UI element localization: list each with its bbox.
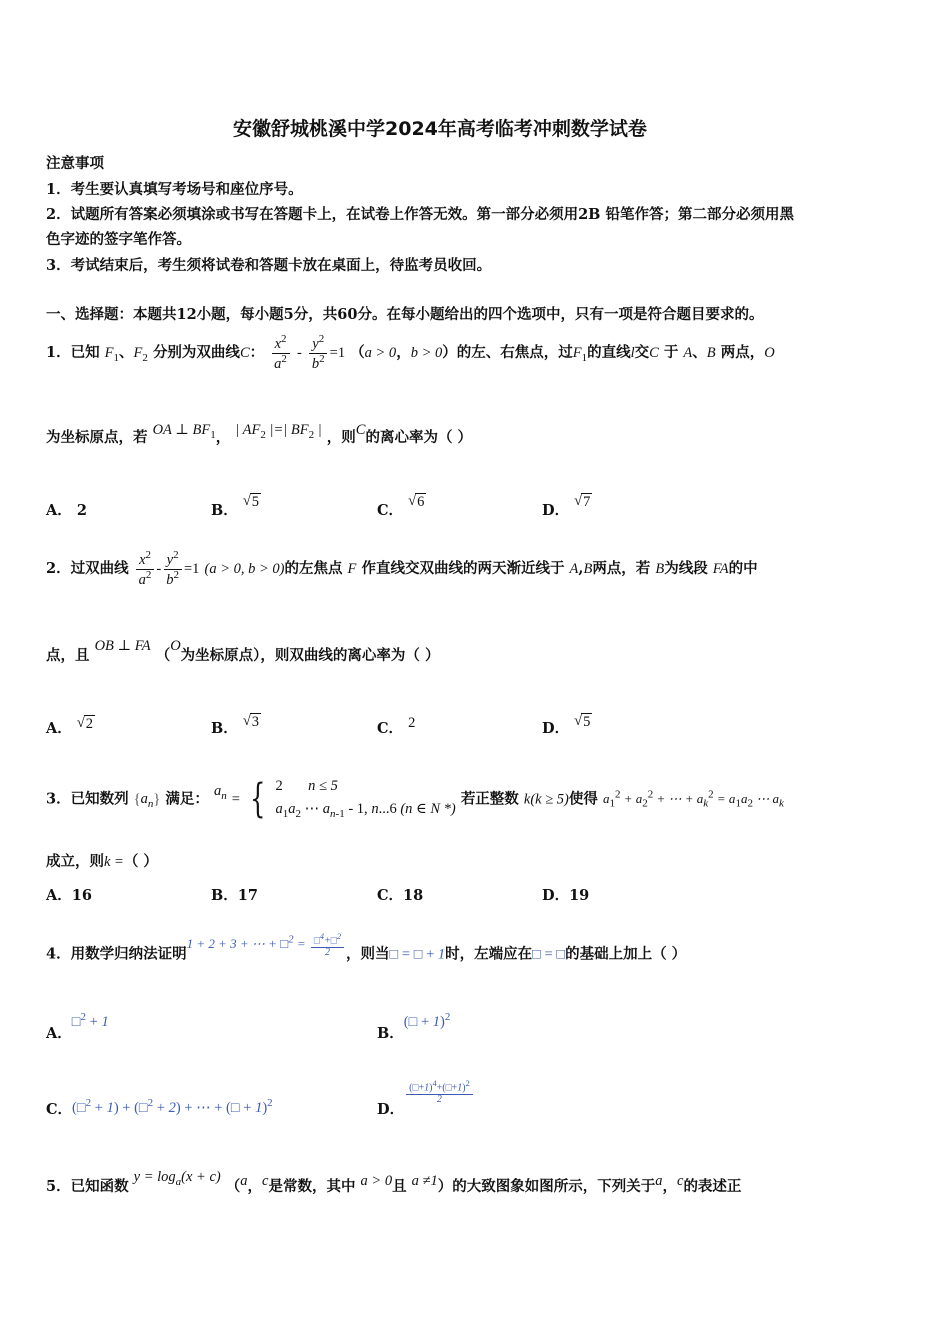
- q2-line2-end: 为坐标原点），则双曲线的离心率为（ ）: [180, 647, 440, 664]
- q4-number: 4．用数学归纳法证明: [46, 945, 187, 963]
- q2-option-b-value: 3: [251, 714, 260, 730]
- q1-option-b[interactable]: [211, 493, 261, 521]
- q3-piecewise: 2 n ≤ 5 $a_1a_2$ ⋯ $a_{n-1} - 1$, n...6 (n ∈ N *): [275, 778, 456, 821]
- q1-line2-text: 为坐标原点，若: [46, 429, 148, 446]
- q1-option-c[interactable]: [377, 493, 426, 521]
- q2-text-5: 的中: [728, 560, 758, 577]
- question-3-options: [46, 884, 746, 906]
- q2-option-d[interactable]: [542, 713, 592, 739]
- question-4-options-row-2: [46, 1080, 746, 1120]
- q4-option-b-label: B．: [377, 1025, 404, 1042]
- q2-option-d-sqrt: √ 5: [574, 713, 591, 730]
- q2-number: 2．过双曲线: [46, 560, 129, 577]
- q2-option-c[interactable]: [377, 717, 415, 738]
- notice-item-2: 2．试题所有答案必须填涂或书写在答题卡上，在试卷上作答无效。第一部分必须用2B 铅笔作答；第二部分必须用黑: [46, 206, 794, 223]
- q3-text-1: 满足：: [165, 790, 209, 808]
- q1-abs-bf2: |=| BF: [265, 422, 309, 438]
- q1-ze: ，则: [326, 429, 356, 446]
- q5-text-2: ，: [247, 1178, 263, 1195]
- q1-option-b-label: B．: [211, 502, 238, 519]
- q1-option-c-sqrt: √ 6: [408, 493, 425, 510]
- q1-option-d-value: 7: [583, 494, 591, 510]
- q5-text-3: 是常数，其中: [268, 1178, 356, 1195]
- q2-option-a[interactable]: [46, 717, 95, 739]
- q3-case1-value: 2: [275, 778, 283, 794]
- q1-option-b-sqrt: √ 5: [242, 493, 260, 510]
- question-5-line-1: 5．已知函数 $y = \log_a(x + c)$ （a，c是常数，其中 a > 0且 a ≠1）的大致图象如图所示，下列关于a，c的表述正: [46, 1169, 742, 1195]
- q1-abs-af2: | AF: [235, 422, 261, 438]
- q2-option-b[interactable]: [211, 713, 261, 739]
- q3-line2-text: 成立，则: [46, 853, 104, 870]
- q1-text-rest: ）的左、右焦点，过: [442, 344, 573, 361]
- q3-option-a[interactable]: A．16: [46, 887, 92, 904]
- question-2-line-1: 2．过双曲线 $\frac{x^2}{a^2}$ - $\frac{y^2}{b^2}$ =1 (a > 0, b > 0)的左焦点 F 作直线交双曲线的两天渐近线于 A,B两点，若 B为线段 FA的中: [46, 549, 758, 588]
- q2-text-3: 两点，若: [592, 560, 651, 577]
- q5-text-7: 的表述正: [683, 1178, 742, 1195]
- q2-perp: OB ⊥ FA: [94, 638, 151, 654]
- q4-text-1: ，则当: [346, 945, 390, 963]
- q2-option-a-value: 2: [85, 716, 94, 732]
- q1-text: 分别为双曲线: [152, 344, 240, 361]
- q2-text-2: 作直线交双曲线的两天渐近线于: [361, 560, 565, 577]
- q3-case1-cond: n ≤ 5: [308, 778, 338, 794]
- q2-hyperbola-x: $\frac{x^2}{a^2}$: [136, 550, 155, 587]
- q4-text-3: 的基础上加上（ ）: [565, 945, 687, 963]
- q3-k-cond: (k ≥ 5): [530, 791, 569, 808]
- question-1-line-1: 1．已知 $F_1$、$F_2$ 分别为双曲线C： $\frac{x^2}{a^2}$ - $\frac{y^2}{b^2}$ =1 （a > 0，b > 0）的左、右焦点，过$F_1$的直线l交C 于 A、B 两点，O: [46, 333, 775, 372]
- q1-text-line: 的直线: [587, 344, 631, 361]
- q1-option-a-value: 2: [76, 502, 87, 519]
- q3-text-2: 若正整数: [460, 790, 519, 808]
- notice-item-1: 1．考生要认真填写考场号和座位序号。: [46, 181, 303, 198]
- q4-text-2: 时，左端应在: [445, 945, 533, 963]
- q1-line2-end: 的离心率为（ ）: [365, 429, 473, 446]
- q4-formula-n-eq-k1: □ = □ + 1: [389, 946, 446, 963]
- question-2-line-2: 点，且 OB ⊥ FA （O为坐标原点），则双曲线的离心率为（ ）: [46, 638, 440, 664]
- q1-number: 1．已知: [46, 344, 100, 361]
- q5-text-5: ）的大致图象如图所示，下列关于: [437, 1178, 656, 1195]
- q4-formula-n-eq-k: □ = □: [532, 946, 566, 963]
- q2-option-d-label: D．: [542, 720, 570, 737]
- q1-text-dun: 、: [692, 344, 707, 361]
- q1-hyperbola-y: $\frac{y^2}{b^2}$: [309, 334, 328, 371]
- q2-text-1: 的左焦点: [284, 560, 343, 577]
- q5-function: $y = \log_a(x + c)$: [133, 1169, 221, 1188]
- q2-option-c-label: C．: [377, 720, 404, 737]
- q1-paren: （: [350, 344, 365, 361]
- q3-option-d[interactable]: D．19: [542, 887, 590, 904]
- q1-hyperbola-x: $\frac{x^2}{a^2}$: [271, 334, 290, 371]
- q4-option-c-formula: (□$^2$ + 1) + (□$^2$ + 2) + ⋯ + (□ + 1)$^2$: [72, 1097, 273, 1116]
- q2-hyperbola-y: $\frac{y^2}{b^2}$: [163, 550, 182, 587]
- q3-line2-end: （ ）: [123, 853, 158, 870]
- q4-option-c-label: C．: [46, 1101, 73, 1118]
- notice-heading: 注意事项: [46, 155, 104, 172]
- q4-formula: 1 + 2 + 3 + ⋯ + □$^2$ = $\frac{□^4+□^2}{2}$: [187, 936, 346, 951]
- q3-case2-cond: (n ∈ N *): [400, 801, 456, 818]
- q1-comma: ，: [396, 344, 411, 361]
- q2-option-b-sqrt: √ 3: [242, 713, 260, 730]
- q5-number: 5．已知函数: [46, 1178, 129, 1195]
- q1-option-c-value: 6: [417, 494, 425, 510]
- q1-option-d[interactable]: [542, 493, 592, 521]
- q2-option-a-label: A．: [46, 720, 72, 737]
- q1-text-jiao: 交: [634, 344, 650, 361]
- section-heading: 一、选择题：本题共12小题，每小题5分，共60分。在每小题给出的四个选项中，只有一项是符合题目要求的。: [46, 306, 764, 323]
- q4-option-b-formula: (□ + 1)$^2$: [403, 1011, 451, 1030]
- q4-option-a[interactable]: [46, 1011, 109, 1043]
- q5-text-1: （: [225, 1178, 241, 1195]
- q4-option-a-formula: □$^2$ + 1: [71, 1011, 109, 1030]
- q3-text-3: 使得: [568, 790, 598, 808]
- q4-option-b[interactable]: [377, 1011, 451, 1043]
- q2-cond: (a > 0, b > 0): [204, 561, 285, 577]
- notice-item-3: 3．考试结束后，考生须将试卷和答题卡放在桌面上，待监考员收回。: [46, 257, 492, 274]
- question-4-options-row-1: [46, 1010, 746, 1040]
- q1-option-a-label: A．: [46, 502, 72, 519]
- q3-k-eq: k =: [104, 854, 124, 870]
- q2-option-a-sqrt: √ 2: [76, 715, 94, 732]
- question-1-options: [46, 490, 746, 520]
- question-2-options: [46, 708, 746, 738]
- question-3-line-1: 3．已知数列 $\{a_n\}$ 满足： $a_n$ = { 2 n ≤ 5 $a_1a_2$ ⋯ $a_{n-1} - 1$, n...6 (n ∈ N *) 若正整数 k(k ≥ 5)使得 $a_1^2 + a_2^2$ + ⋯ + $a_k^2 = a_1a_2$ ⋯ $a_k$: [46, 776, 784, 823]
- q3-option-c[interactable]: C．18: [377, 887, 424, 904]
- q1-option-b-value: 5: [251, 494, 260, 510]
- q4-option-d-label: D．: [377, 1101, 405, 1118]
- q2-line2-text: 点，且: [46, 647, 90, 664]
- q1-text-two: 两点，: [720, 344, 765, 361]
- q4-option-d-formula: $\frac{(□+1)^4+(□+1)^2}{2}$: [404, 1084, 475, 1100]
- question-4-line-1: [46, 930, 686, 974]
- q1-cond-b: b > 0: [410, 345, 443, 361]
- q2-text-4: 为线段: [664, 560, 708, 577]
- q1-cond-a: a > 0: [364, 345, 397, 361]
- q3-number: 3．已知数列: [46, 790, 129, 808]
- q4-option-a-label: A．: [46, 1025, 72, 1042]
- question-3-line-2: [46, 850, 158, 871]
- q1-option-a[interactable]: [46, 499, 87, 520]
- q4-option-d[interactable]: [377, 1079, 475, 1123]
- q2-option-c-value: 2: [408, 715, 416, 731]
- q2-option-d-value: 5: [583, 714, 591, 730]
- q5-text-6: ，: [662, 1178, 677, 1195]
- q1-option-c-label: C．: [377, 502, 404, 519]
- q2-option-b-label: B．: [211, 720, 238, 737]
- q1-colon: ：: [249, 344, 265, 361]
- q1-option-d-label: D．: [542, 502, 570, 519]
- q1-option-d-sqrt: √ 7: [574, 493, 591, 510]
- q1-text-yu: 于: [663, 344, 679, 361]
- q1-perp: OA ⊥ BF: [152, 422, 211, 438]
- q2-paren: （: [155, 647, 171, 664]
- question-1-line-2: 为坐标原点，若 OA ⊥ $BF_1$， | $AF_2$ |=| $BF_2$ | ，则C的离心率为（ ）: [46, 422, 473, 446]
- notice-item-2-cont: 色字迹的签字笔作答。: [46, 231, 191, 248]
- q4-option-c[interactable]: [46, 1098, 273, 1119]
- q3-option-b[interactable]: B．17: [211, 887, 258, 904]
- q5-text-4: 且: [392, 1178, 407, 1195]
- page-title: 安徽舒城桃溪中学2024年高考临考冲刺数学试卷: [233, 118, 647, 140]
